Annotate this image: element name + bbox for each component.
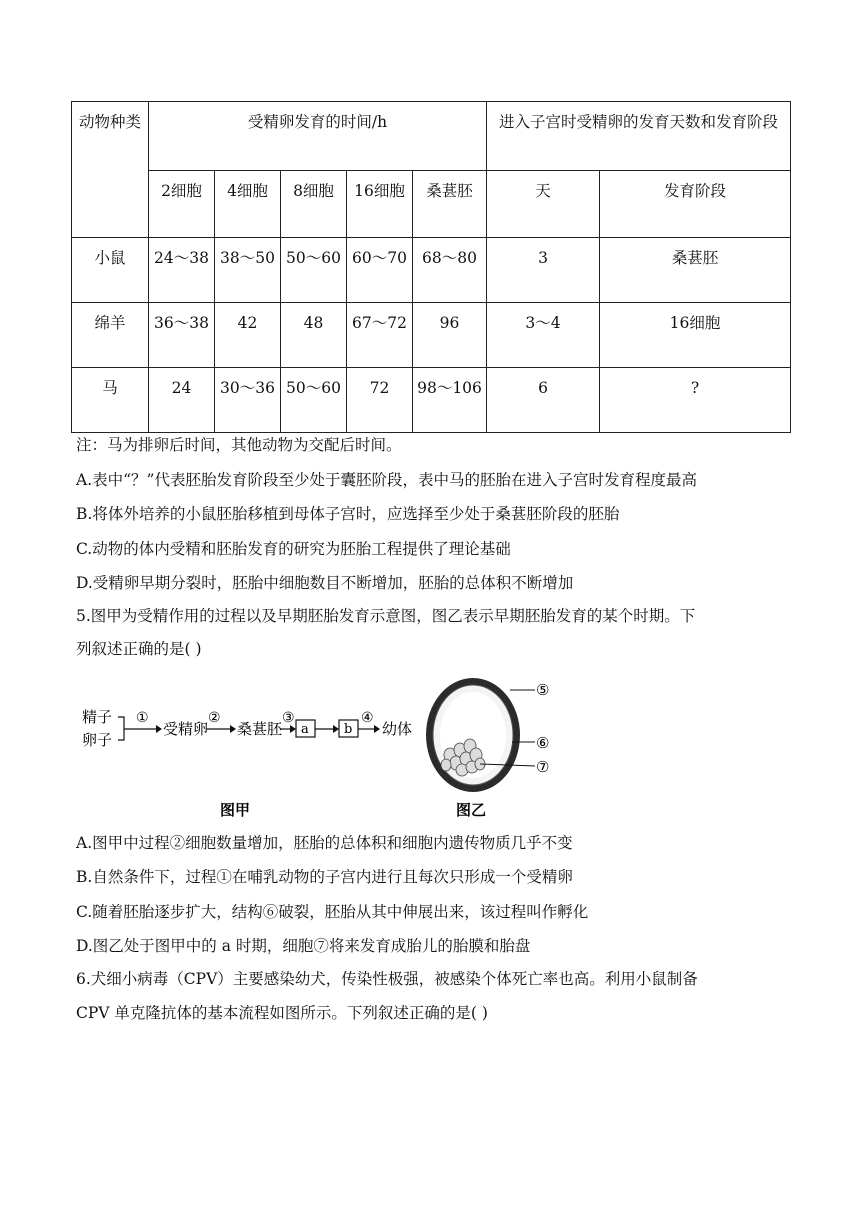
cell-days: 3 [487,238,600,303]
cell-c16: 67～72 [347,303,413,368]
process-3: ③ [282,710,295,726]
cell-days: 3～4 [487,303,600,368]
label-7: ⑦ [536,758,550,776]
table-row [72,238,791,303]
arrow-1-head [156,725,162,733]
cell-c2: 36～38 [149,303,215,368]
arrow-2-head [230,725,236,733]
label-6: ⑥ [536,734,550,752]
q4-option-d: D.受精卵早期分裂时，胚胎中细胞数目不断增加，胚胎的总体积不断增加 [76,574,574,592]
q4-option-c: C.动物的体内受精和胚胎发育的研究为胚胎工程提供了理论基础 [76,540,511,558]
label-sperm: 精子 [82,708,113,726]
cell-species: 小鼠 [72,238,149,303]
process-2: ② [208,710,221,726]
cell-stage: 16细胞 [600,303,791,368]
header-4cell: 4细胞 [215,171,281,238]
bracket-line [118,717,132,740]
cell-c8: 50～60 [281,368,347,433]
q6-stem-line1: 6.犬细小病毒（CPV）主要感染幼犬，传染性极强，被感染个体死亡率也高。利用小鼠制备 [76,970,698,988]
label-adult: 幼体 [382,720,413,738]
q6-stem-line2: CPV 单克隆抗体的基本流程如图所示。下列叙述正确的是( ) [76,1004,488,1022]
cell-morula: 68～80 [413,238,487,303]
caption-jia: 图甲 [220,801,251,819]
cell-days: 6 [487,368,600,433]
q4-option-b: B.将体外培养的小鼠胚胎移植到母体子宫时，应选择至少处于桑葚胚阶段的胚胎 [76,505,620,523]
figure-yi [426,678,549,819]
cell-c2: 24～38 [149,238,215,303]
header-morula: 桑葚胚 [413,171,487,238]
table-header-row [72,102,791,171]
q5-option-b: B.自然条件下，过程①在哺乳动物的子宫内进行且每次只形成一个受精卵 [76,868,573,886]
caption-yi: 图乙 [456,801,487,819]
cell-stage: ? [600,368,791,433]
label-egg: 卵子 [82,731,113,749]
cell-c4: 38～50 [215,238,281,303]
header-2cell: 2细胞 [149,171,215,238]
q5-option-d: D.图乙处于图甲中的 a 时期，细胞⑦将来发育成胎儿的胎膜和胎盘 [76,937,531,955]
header-16cell: 16细胞 [347,171,413,238]
figure-jia [82,708,412,819]
cell-morula: 98～106 [413,368,487,433]
cell-c4: 42 [215,303,281,368]
process-1: ① [136,710,149,726]
label-a: a [301,722,309,737]
cell-c8: 50～60 [281,238,347,303]
header-8cell: 8细胞 [281,171,347,238]
q5-figure [80,672,580,832]
q5-option-c: C.随着胚胎逐步扩大，结构⑥破裂，胚胎从其中伸展出来，该过程叫作孵化 [76,903,589,921]
header-time-group: 受精卵发育的时间/h [149,102,487,171]
cell-c2: 24 [149,368,215,433]
table-row [72,368,791,433]
arrow-ab-head [333,725,339,733]
cell-species: 绵羊 [72,303,149,368]
label-b: b [344,722,353,737]
header-stage: 发育阶段 [600,171,791,238]
cell-c16: 72 [347,368,413,433]
cell-c8: 48 [281,303,347,368]
cell-stage: 桑葚胚 [600,238,791,303]
table-subheader-row [72,171,791,238]
table-note: 注：马为排卵后时间，其他动物为交配后时间。 [76,436,402,454]
cell-species: 马 [72,368,149,433]
embryo-development-table [71,101,791,433]
table-row [72,303,791,368]
label-zygote: 受精卵 [163,720,209,738]
header-uterus-group: 进入子宫时受精卵的发育天数和发育阶段 [487,102,791,171]
q5-option-a: A.图甲中过程②细胞数量增加，胚胎的总体积和细胞内遗传物质几乎不变 [76,834,573,852]
q4-option-a: A.表中“？”代表胚胎发育阶段至少处于囊胚阶段，表中马的胚胎在进入子宫时发育程度最高 [76,471,697,489]
arrow-4-head [374,725,380,733]
q5-figure-svg [80,672,580,832]
label-5: ⑤ [536,681,550,699]
q5-stem-line2: 列叙述正确的是( ) [76,640,202,658]
cell-c4: 30～36 [215,368,281,433]
q5-stem-line1: 5.图甲为受精作用的过程以及早期胚胎发育示意图，图乙表示早期胚胎发育的某个时期。下 [76,607,696,625]
cell-morula: 96 [413,303,487,368]
label-morula: 桑葚胚 [237,720,283,738]
process-4: ④ [361,710,374,726]
header-days: 天 [487,171,600,238]
header-species: 动物种类 [72,102,149,238]
arrow-3-head [290,725,296,733]
cell-c16: 60～70 [347,238,413,303]
